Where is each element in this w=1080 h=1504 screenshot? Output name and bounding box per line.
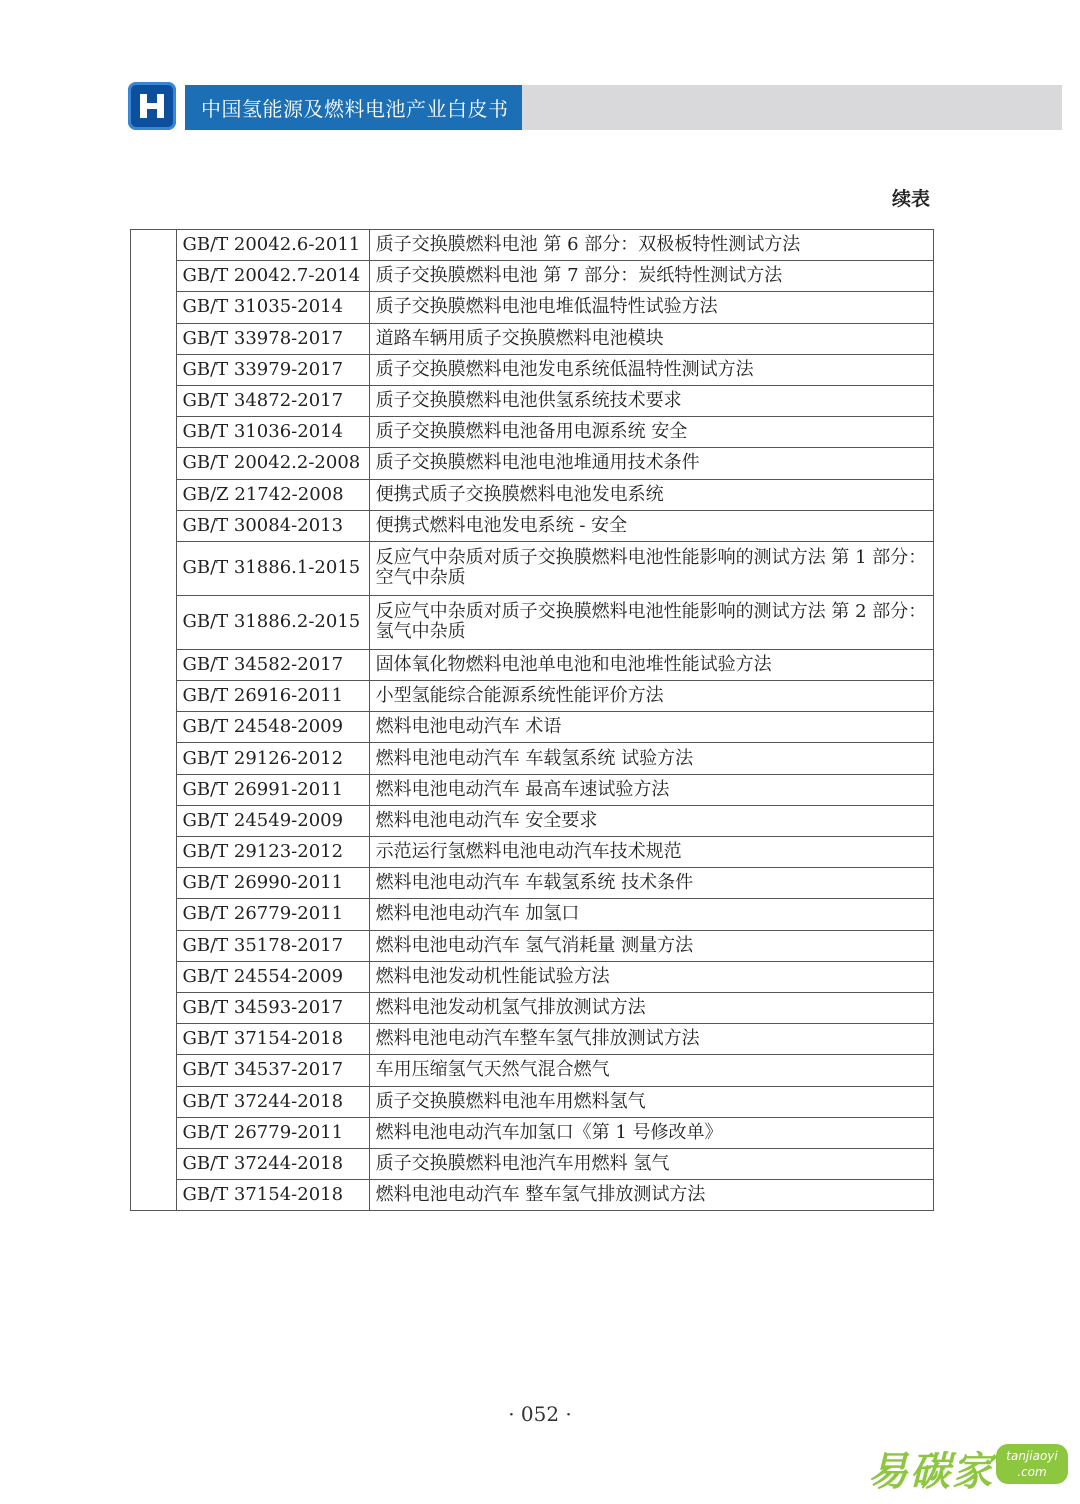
table-row bbox=[131, 868, 934, 899]
standard-code: GB/T 31035-2014 bbox=[176, 292, 369, 323]
table-row bbox=[131, 961, 934, 992]
table-row bbox=[131, 292, 934, 323]
standard-name: 燃料电池电动汽车整车氢气排放测试方法 bbox=[369, 1024, 933, 1055]
standard-code: GB/T 20042.6-2011 bbox=[176, 230, 369, 261]
standard-name: 质子交换膜燃料电池 第 6 部分：双极板特性测试方法 bbox=[369, 230, 933, 261]
table-row bbox=[131, 774, 934, 805]
table-row bbox=[131, 837, 934, 868]
standard-code: GB/T 26779-2011 bbox=[176, 899, 369, 930]
table-row bbox=[131, 541, 934, 595]
standard-code: GB/T 34872-2017 bbox=[176, 385, 369, 416]
table-row bbox=[131, 681, 934, 712]
h-logo-icon bbox=[128, 82, 176, 130]
watermark-logo bbox=[868, 1438, 1068, 1494]
table-row bbox=[131, 417, 934, 448]
standard-name: 质子交换膜燃料电池发电系统低温特性测试方法 bbox=[369, 354, 933, 385]
standard-code: GB/T 37244-2018 bbox=[176, 1086, 369, 1117]
standard-name: 道路车辆用质子交换膜燃料电池模块 bbox=[369, 323, 933, 354]
standard-name: 质子交换膜燃料电池电堆低温特性试验方法 bbox=[369, 292, 933, 323]
standard-name: 固体氧化物燃料电池单电池和电池堆性能试验方法 bbox=[369, 649, 933, 680]
table-row bbox=[131, 649, 934, 680]
standard-name: 燃料电池电动汽车 安全要求 bbox=[369, 805, 933, 836]
standard-code: GB/T 34582-2017 bbox=[176, 649, 369, 680]
standard-name: 燃料电池发动机氢气排放测试方法 bbox=[369, 992, 933, 1023]
standard-name: 质子交换膜燃料电池汽车用燃料 氢气 bbox=[369, 1148, 933, 1179]
watermark-badge-bottom: .com bbox=[1017, 1465, 1047, 1479]
page-number: · 052 · bbox=[508, 1402, 572, 1426]
standard-name: 燃料电池发动机性能试验方法 bbox=[369, 961, 933, 992]
standard-name: 燃料电池电动汽车 车载氢系统 试验方法 bbox=[369, 743, 933, 774]
standard-name: 质子交换膜燃料电池车用燃料氢气 bbox=[369, 1086, 933, 1117]
table-row bbox=[131, 448, 934, 479]
continued-label: 续表 bbox=[892, 188, 931, 210]
standard-code: GB/T 37244-2018 bbox=[176, 1148, 369, 1179]
standard-code: GB/T 26916-2011 bbox=[176, 681, 369, 712]
standard-code: GB/T 37154-2018 bbox=[176, 1024, 369, 1055]
standard-code: GB/T 26990-2011 bbox=[176, 868, 369, 899]
standard-name: 燃料电池电动汽车 加氢口 bbox=[369, 899, 933, 930]
standard-code: GB/T 34537-2017 bbox=[176, 1055, 369, 1086]
table-row bbox=[131, 805, 934, 836]
standard-code: GB/T 26779-2011 bbox=[176, 1117, 369, 1148]
table-row bbox=[131, 385, 934, 416]
table-row bbox=[131, 354, 934, 385]
standard-code: GB/T 20042.7-2014 bbox=[176, 261, 369, 292]
standard-name: 质子交换膜燃料电池供氢系统技术要求 bbox=[369, 385, 933, 416]
standard-name: 小型氢能综合能源系统性能评价方法 bbox=[369, 681, 933, 712]
header-title: 中国氢能源及燃料电池产业白皮书 bbox=[201, 97, 509, 121]
standard-code: GB/T 24554-2009 bbox=[176, 961, 369, 992]
standard-code: GB/T 31036-2014 bbox=[176, 417, 369, 448]
standard-code: GB/T 30084-2013 bbox=[176, 510, 369, 541]
watermark-badge bbox=[996, 1444, 1068, 1484]
standard-name: 反应气中杂质对质子交换膜燃料电池性能影响的测试方法 第 1 部分：空气中杂质 bbox=[369, 541, 933, 595]
table-row bbox=[131, 992, 934, 1023]
standard-name: 燃料电池电动汽车 整车氢气排放测试方法 bbox=[369, 1180, 933, 1211]
standard-name: 反应气中杂质对质子交换膜燃料电池性能影响的测试方法 第 2 部分：氢气中杂质 bbox=[369, 595, 933, 649]
standard-code: GB/T 24549-2009 bbox=[176, 805, 369, 836]
table-row bbox=[131, 323, 934, 354]
standard-name: 燃料电池电动汽车 最高车速试验方法 bbox=[369, 774, 933, 805]
category-cell bbox=[131, 230, 177, 1211]
table-row bbox=[131, 230, 934, 261]
standards-table bbox=[130, 229, 934, 1211]
standard-code: GB/T 20042.2-2008 bbox=[176, 448, 369, 479]
table-row bbox=[131, 1024, 934, 1055]
standard-name: 质子交换膜燃料电池 第 7 部分：炭纸特性测试方法 bbox=[369, 261, 933, 292]
standard-name: 燃料电池电动汽车 术语 bbox=[369, 712, 933, 743]
standard-name: 燃料电池电动汽车 车载氢系统 技术条件 bbox=[369, 868, 933, 899]
standard-code: GB/T 26991-2011 bbox=[176, 774, 369, 805]
standard-name: 便携式质子交换膜燃料电池发电系统 bbox=[369, 479, 933, 510]
watermark-brand: 易碳家 bbox=[868, 1449, 994, 1495]
table-row bbox=[131, 510, 934, 541]
table-row bbox=[131, 1148, 934, 1179]
table-row bbox=[131, 1117, 934, 1148]
standards-table-body bbox=[131, 230, 934, 1211]
table-row bbox=[131, 595, 934, 649]
standard-code: GB/T 29126-2012 bbox=[176, 743, 369, 774]
standard-code: GB/T 24548-2009 bbox=[176, 712, 369, 743]
table-row bbox=[131, 899, 934, 930]
standard-code: GB/T 33979-2017 bbox=[176, 354, 369, 385]
header-title-block bbox=[185, 85, 522, 130]
standard-code: GB/T 31886.2-2015 bbox=[176, 595, 369, 649]
table-row bbox=[131, 930, 934, 961]
standard-code: GB/T 33978-2017 bbox=[176, 323, 369, 354]
table-row bbox=[131, 261, 934, 292]
table-row bbox=[131, 1086, 934, 1117]
standard-code: GB/T 37154-2018 bbox=[176, 1180, 369, 1211]
standard-name: 便携式燃料电池发电系统 - 安全 bbox=[369, 510, 933, 541]
standard-code: GB/T 29123-2012 bbox=[176, 837, 369, 868]
standard-code: GB/T 31886.1-2015 bbox=[176, 541, 369, 595]
table-row bbox=[131, 479, 934, 510]
standard-code: GB/T 35178-2017 bbox=[176, 930, 369, 961]
watermark-badge-top: tanjiaoyi bbox=[1006, 1449, 1058, 1463]
standard-name: 燃料电池电动汽车加氢口《第 1 号修改单》 bbox=[369, 1117, 933, 1148]
table-row bbox=[131, 743, 934, 774]
standard-name: 质子交换膜燃料电池备用电源系统 安全 bbox=[369, 417, 933, 448]
table-row bbox=[131, 1180, 934, 1211]
standard-name: 质子交换膜燃料电池电池堆通用技术条件 bbox=[369, 448, 933, 479]
standard-code: GB/Z 21742-2008 bbox=[176, 479, 369, 510]
standard-name: 示范运行氢燃料电池电动汽车技术规范 bbox=[369, 837, 933, 868]
table-row bbox=[131, 712, 934, 743]
standard-name: 车用压缩氢气天然气混合燃气 bbox=[369, 1055, 933, 1086]
standard-code: GB/T 34593-2017 bbox=[176, 992, 369, 1023]
table-row bbox=[131, 1055, 934, 1086]
standard-name: 燃料电池电动汽车 氢气消耗量 测量方法 bbox=[369, 930, 933, 961]
